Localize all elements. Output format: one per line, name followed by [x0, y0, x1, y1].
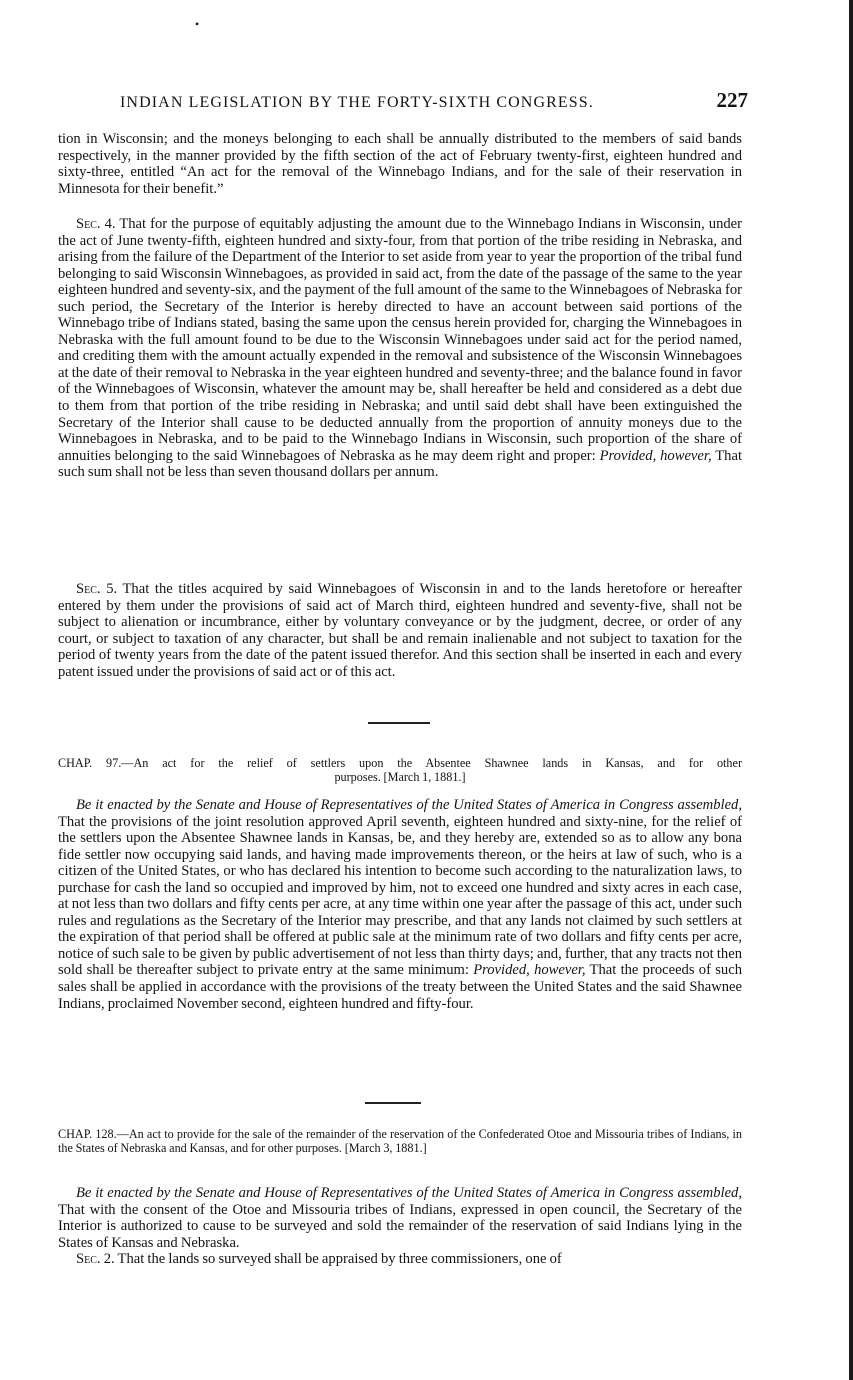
section-divider-1 [368, 722, 430, 724]
page-number: 227 [716, 88, 748, 112]
sec5-label: Sec. 5. [76, 581, 118, 597]
sec2-text: That the lands so surveyed shall be appraised by three commissioners, one of [114, 1251, 562, 1268]
chap128-heading: CHAP. 128.—An act to provide for the sale of the remainder of the reservation of the Confederated Otoe and Missouria tribes of Indians, in the States of Nebraska and Kansas, and for other purposes. [March 3, 1881.] [58, 1127, 742, 1155]
chap128-heading-block [58, 1127, 742, 1155]
chap97-enacting-clause: Be it enacted by the Senate and House of Representatives of the United States of America in Congress assembled, [76, 797, 742, 813]
sec4-text-b: That such sum shall not be less than seven thousand dollars per annum. [58, 447, 742, 481]
sec3-continuation-paragraph: tion in Wisconsin; and the moneys belonging to each shall be annually distributed to the members of said bands respectively, in the manner provided by the fifth section of the act of February twenty-first, eighteen hundred and sixty-three, entitled “An act for the removal of the Winnebago Indians, and for the sale of their reservation in Minnesota for their benefit.” [58, 131, 742, 197]
chap128-enacting-clause: Be it enacted by the Senate and House of Representatives of the United States of America in Congress assembled, [76, 1185, 742, 1201]
sec4-block [58, 216, 742, 481]
sec4-text-a: That for the purpose of equitably adjusting the amount due to the Winnebago Indians in Wisconsin, under the act of June twenty-fifth, eighteen hundred and sixty-four, from that portion of the tribe residing in Nebraska, and arising from the failure of the Department of the Interior to set aside from year to year the proportion of the tribal fund belonging to said Wisconsin Winnebagoes, as provided in said act, from the date of the passage of the same to the year eighteen hundred and seventy-six, and the payment of the full amount of the same to the Winnebagoes of Nebraska for such period, the Secretary of the Interior is hereby directed to have an account between said portions of the Winnebago tribe of Indians stated, basing the same upon the census herein provided for, charging the Winnebagoes in Nebraska with the full amount found to be due to the Wisconsin Winnebagoes under said act for the period named, and crediting them with the amount actually expended in the removal and subsistence of the Wisconsin Winnebagoes at the date of their removal to Nebraska in the year eighteen hundred and seventy-three; and the balance found in favor of the Winnebagoes of Wisconsin, whatever the amount may be, shall hereafter be held and considered as a debt due to them from that portion of the tribe residing in Nebraska; and until said debt shall have been extinguished the Secretary of the Interior shall cause to be deducted annually from the proportion of annuity moneys due to the Winnebagoes in Nebraska, and to be paid to the Winnebago Indians in Wisconsin, such proportion of the share of annuities belonging to the said Winnebagoes of Nebraska as he may deem right and proper: [58, 216, 743, 464]
sec4-label: Sec. 4. [76, 216, 116, 232]
page-header [120, 88, 748, 116]
sec4-proviso: Provided, however, [599, 447, 712, 464]
chap128-paragraph [58, 1185, 742, 1251]
chap128-text: That with the consent of the Otoe and Missouria tribes of Indians, expressed in open council, the Secretary of the Interior is authorized to cause to be surveyed and sold the remainder of the reservation of said Indians lying in the States of Kansas and Nebraska. [58, 1201, 742, 1251]
sec2-paragraph [58, 1251, 742, 1268]
chap97-heading-line-2: purposes. [March 1, 1881.] [334, 770, 466, 784]
page-edge [849, 0, 853, 1380]
stray-mark: • [195, 17, 200, 31]
chap128-body-block [58, 1185, 742, 1268]
sec5-paragraph [58, 581, 742, 680]
sec3-continuation-block [58, 131, 742, 197]
sec5-block [58, 581, 742, 680]
section-divider-2 [365, 1102, 421, 1104]
chap97-text-b: That the proceeds of such sales shall be applied in accordance with the provisions of the treaty between the United States and the said Shawnee Indians, proclaimed November second, eighteen hundred and fifty-four. [58, 962, 742, 1012]
chap97-paragraph [58, 797, 742, 1012]
chap97-heading-block [58, 756, 742, 784]
sec5-text: That the titles acquired by said Winnebagoes of Wisconsin in and to the lands heretofore or hereafter entered by them under the provisions of said act of March third, eighteen hundred and seventy-five, shall not be subject to alienation or incumbrance, either by voluntary conveyance or by the judgment, decree, or order of any court, or subject to taxation of any character, but shall be and remain inalienable and not subject to taxation for the period of twenty years from the date of the patent issued therefor. And this section shall be inserted in each and every patent issued under the provisions of said act or of this act. [58, 581, 742, 680]
running-head: INDIAN LEGISLATION BY THE FORTY-SIXTH CONGRESS. [120, 94, 594, 111]
chap97-text-a: That the provisions of the joint resolution approved April seventh, eighteen hundred and sixty-nine, for the relief of the settlers upon the Absentee Shawnee lands in Kansas, be, and they hereby are, extended so as to allow any bona fide settler now occupying said lands, and having made improvements thereon, or the heirs at law of such, who is a citizen of the United States, or who has declared his intention to become such according to the naturalization laws, to purchase for cash the land so occupied and improved by him, not to exceed one hundred and sixty acres in each case, at not less than two dollars and fifty cents per acre, at any time within one year after the passage of this act, under such rules and regulations as the Secretary of the Interior may prescribe, and that any lands not claimed by such settlers at the expiration of that period shall be offered at public sale at the minimum rate of two dollars and fifty cents per acre, notice of such sale to be given by public advertisement of not less than thirty days; and, further, that any tracts not then sold shall be thereafter subject to private entry at the same minimum: [58, 813, 742, 979]
sec2-label: Sec. 2. [76, 1251, 115, 1268]
chap97-body-block [58, 797, 742, 1012]
chap97-proviso: Provided, however, [473, 962, 586, 979]
chap97-heading-line-1: CHAP. 97.—An act for the relief of settlers upon the Absentee Shawnee lands in Kansas, and for other [58, 756, 742, 770]
sec4-paragraph [58, 216, 742, 481]
